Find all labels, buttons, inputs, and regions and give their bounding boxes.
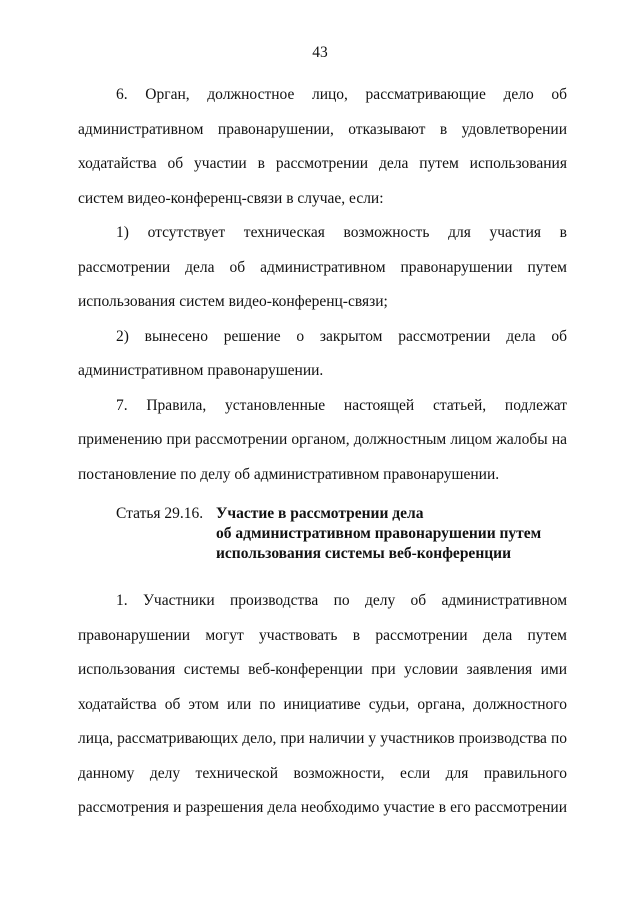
- paragraph-article-item-1: 1. Участники производства по делу об административном правонарушении могут участвовать в рассмотрении дела путем использования системы веб-конференции при условии заявления ими ходатайства об этом или по инициативе судьи, органа, должностного лица, рассматривающих дело, при наличии у участников производства по данному делу технической возможности, если для правильного рассмотрения и разрешения дела необходимо участие в его рассмотрении: [78, 592, 567, 816]
- paragraph-subitem-2: 2) вынесено решение о закрытом рассмотрении дела об административном правонарушении.: [78, 327, 567, 379]
- page-number: 43: [312, 44, 328, 61]
- article-label: Статья 29.16.: [116, 505, 204, 522]
- article-title-line: Участие в рассмотрении дела: [216, 505, 424, 522]
- article-title-line: использования системы веб-конференции: [216, 545, 512, 562]
- article-title: [216, 504, 567, 564]
- paragraph-subitem-1: 1) отсутствует техническая возможность для участия в рассмотрении дела об административном правонарушении путем использования систем видео-конференц-связи;: [78, 224, 567, 310]
- paragraph-item-7: 7. Правила, установленные настоящей статьей, подлежат применению при рассмотрении органом, должностным лицом жалобы на постановление по делу об административном правонарушении.: [78, 396, 567, 483]
- paragraph-item-6: 6. Орган, должностное лицо, рассматривающие дело об административном правонарушении, отказывают в удовлетворении ходатайства об участии в рассмотрении дела путем использования систем видео-конференц-связи в случае, если:: [78, 86, 567, 207]
- article-title-line: об административном правонарушении путем: [216, 525, 542, 542]
- article-heading: [78, 494, 567, 564]
- document-body: [78, 78, 567, 826]
